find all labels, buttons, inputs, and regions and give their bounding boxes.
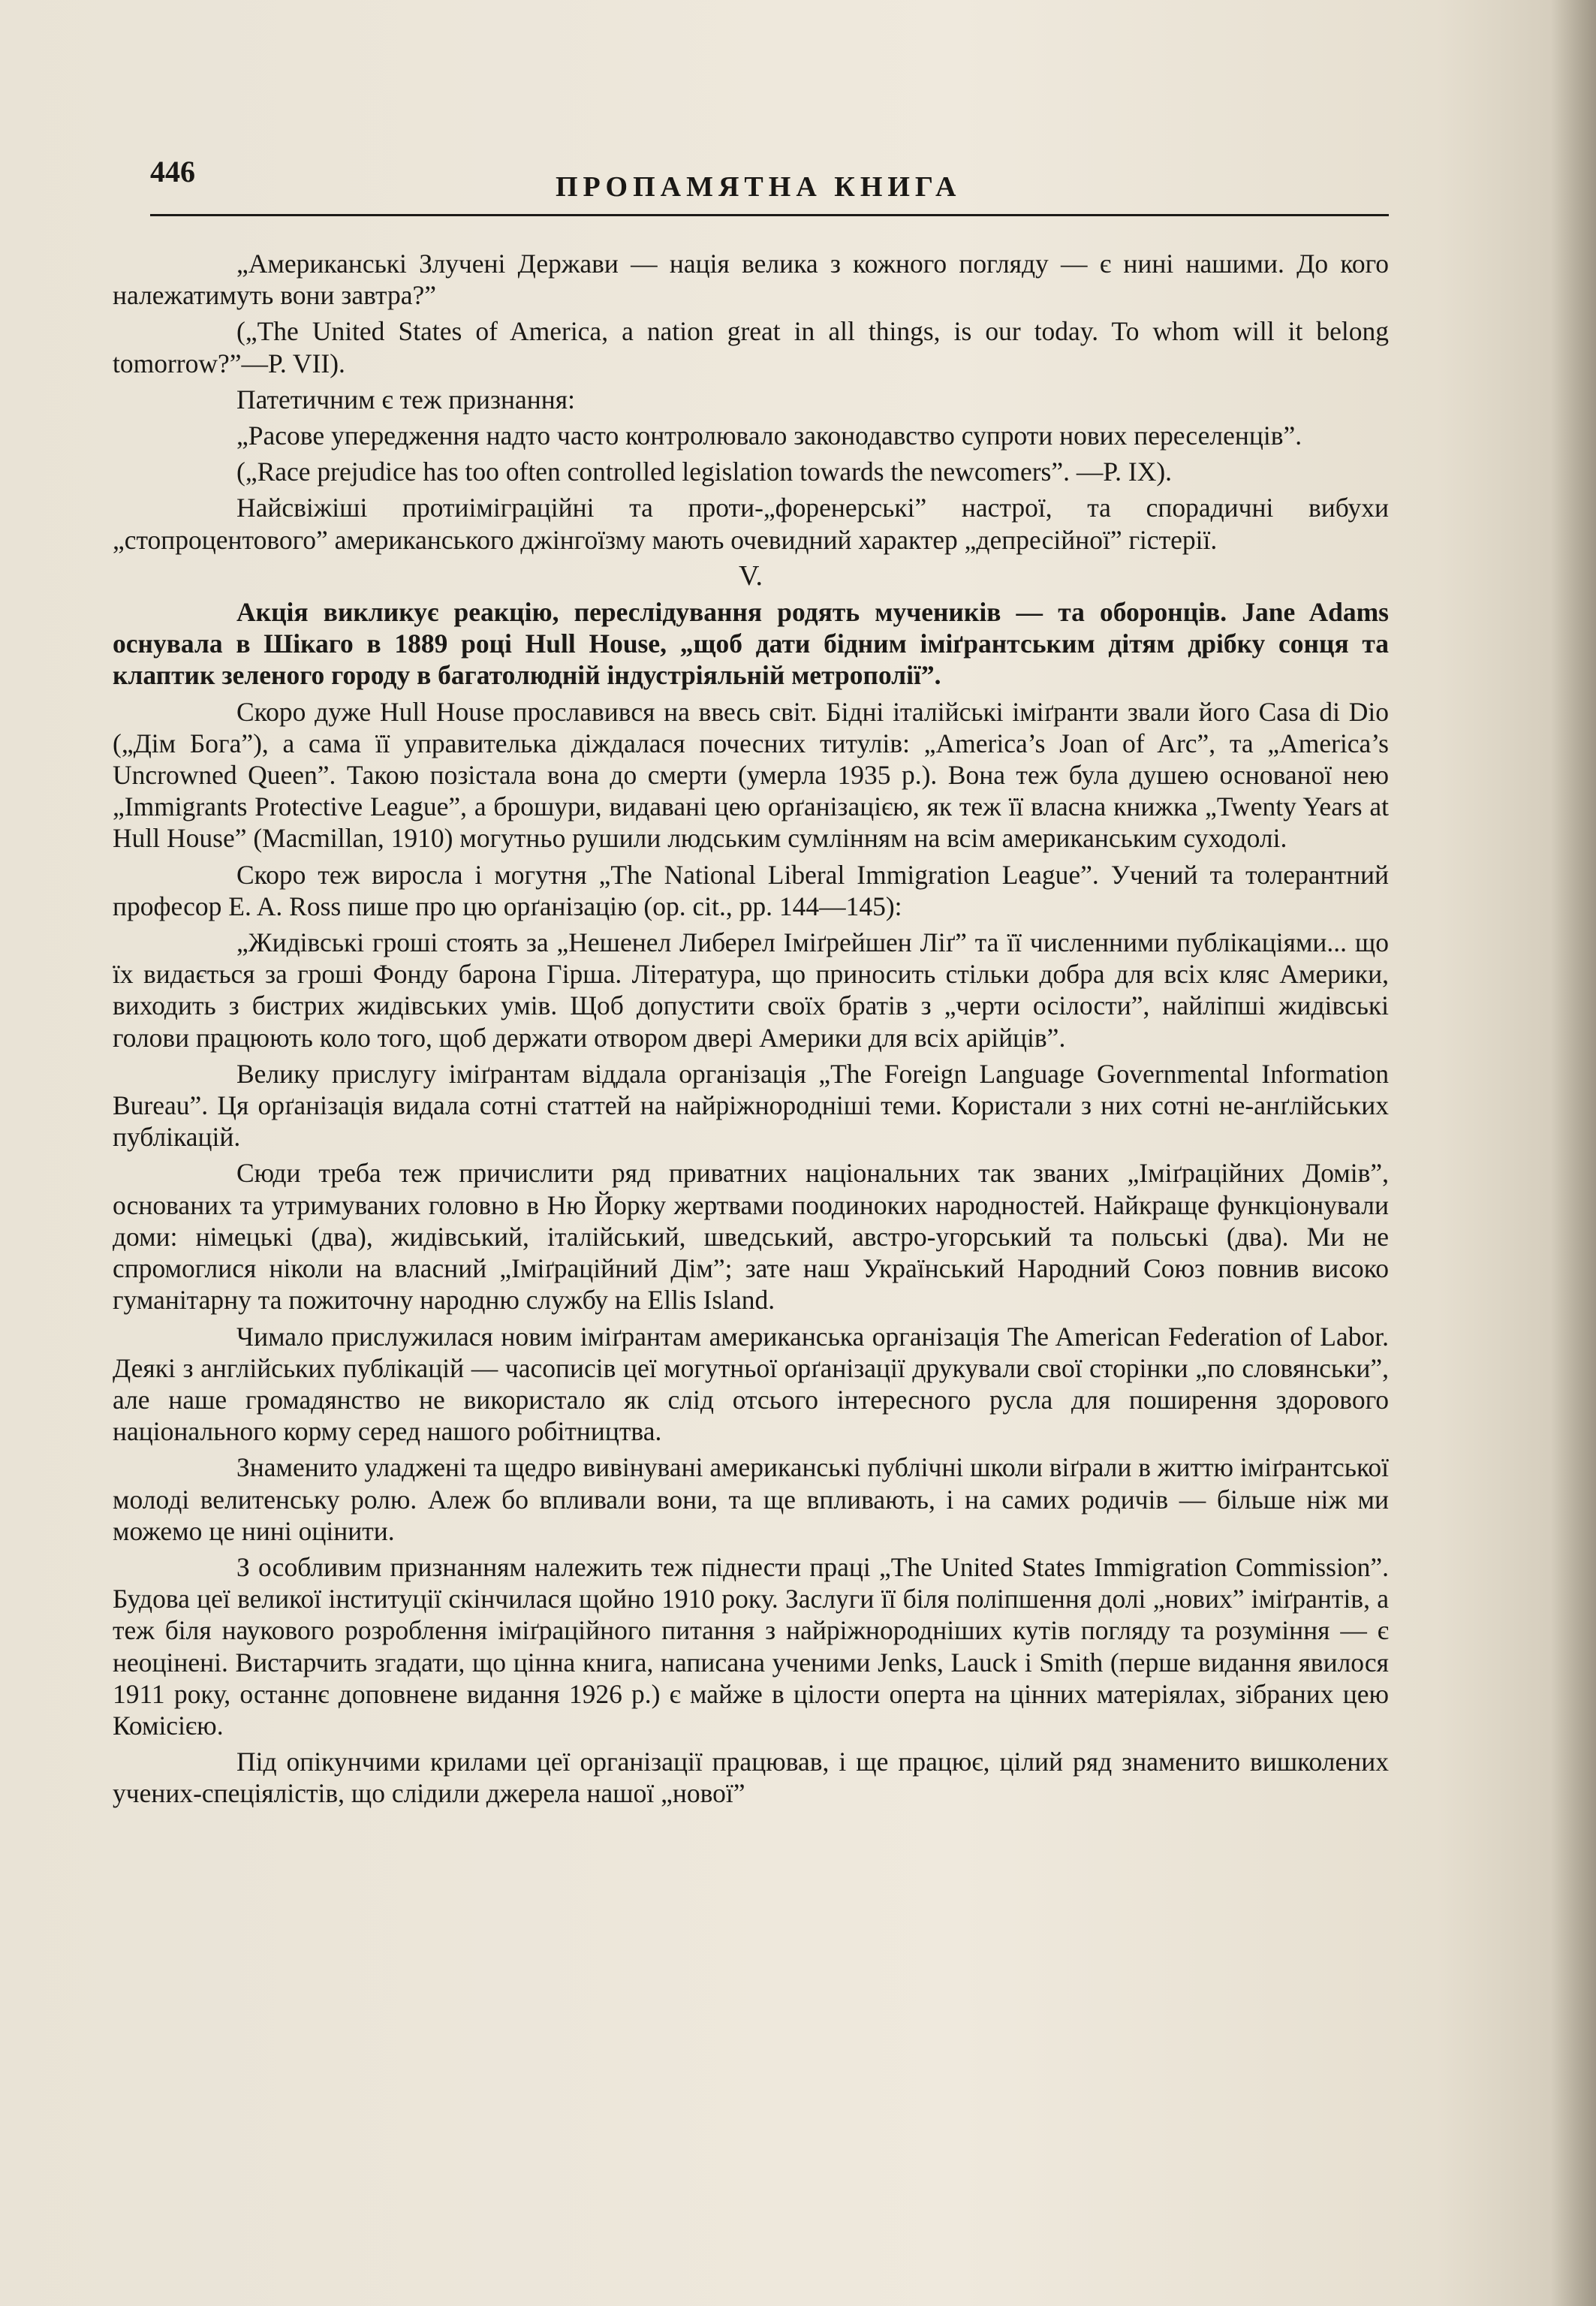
paragraph: Знаменито уладжені та щедро вивінувані американські публічні школи віґрали в життю іміґрантської молоді велитенську ролю. Алеж бо впливали вони, та ще впливають, і на самих родичів — більше ніж ми можемо це нині оцінити.: [113, 1452, 1389, 1546]
paragraph: Скоро теж виросла і могутня „The National Liberal Immigration League”. Учений та толерантний професор E. A. Ross пише про цю орґанізацію (op. cit., pp. 144—145):: [113, 859, 1389, 921]
running-title: ПРОПАМЯТНА КНИГА: [556, 171, 962, 203]
paragraph: Скоро дуже Hull House прославився на ввесь світ. Бідні італійські іміґранти звали його Casa di Dio („Дім Бога”), а сама її управителька діждалася почесних титулів: „America’s Joan of Arc”, та „America’s Uncrowned Queen”. Такою позістала вона до смерти (умерла 1935 р.). Вона теж була душею основаної нею „Immigrants Protective League”, а брошури, видавані цею орґанізацією, як теж її власна книжка „Twenty Years at Hull House” (Macmillan, 1910) могутньо рушили людським сумлінням на всім американським суходолі.: [113, 696, 1389, 854]
page-edge-shadow: [1551, 0, 1596, 2306]
quote-paragraph: „Расове упередження надто часто контролювало законодавство супроти нових переселенців”.: [236, 421, 1302, 451]
page-header: [150, 154, 1389, 216]
paragraph: Сюди треба теж причислити ряд приватних національних так званих „Іміґраційних Домів”, основаних та утримуваних головно в Ню Йорку жертвами поодиноких народностей. Найкраще функціонували доми: німецькі (два), жидівський, італійський, шведський, австро-угорський та польські (два). Ми не спромоглися ніколи на власний „Іміґраційний Дім”; зате наш Український Народний Союз повнив високо гуманітарну та пожиточну народню службу на Ellis Island.: [113, 1158, 1389, 1316]
paragraph: Найсвіжіші протиіміграційні та проти-„форенерські” настрої, та спорадичні вибухи „стопроцентового” американського джінгоїзму мають очевидний характер „депресійної” гістерії.: [113, 493, 1389, 555]
paragraph: Патетичним є теж признання:: [236, 384, 575, 414]
quote-paragraph: „Жидівські гроші стоять за „Нешенел Либерел Іміґрейшен Ліґ” та її численними публікаціями... що їх видається за гроші Фонду барона Гірша. Література, що приносить стільки добра для всіх кляс Америки, виходить з бистрих жидівських умів. Щоб допустити своїх братів з „черти осілости”, найліпші жидівські голови працюють коло того, щоб держати отвором двері Америки для всіх арійців”.: [113, 927, 1389, 1053]
paragraph: Велику прислугу іміґрантам віддала організація „The Foreign Language Governmental Information Bureau”. Ця орґанізація видала сотні статтей на найріжнородніші теми. Користали з них сотні не-анґлійських публікацій.: [113, 1058, 1389, 1153]
paragraph: Акція викликує реакцію, переслідування родять мучеників — та оборонців. Jane Adams оснувала в Шікаго в 1889 році Hull House, „щоб дати бідним іміґрантським дітям дрібку сонця та клаптик зеленого городу в багатолюдній індустріяльній метрополії”.: [113, 597, 1389, 691]
section-heading: V.: [738, 559, 763, 592]
body-text: [113, 248, 1389, 1814]
paragraph: З особливим признанням належить теж піднести праці „The United States Immigration Commission”. Будова цеї великої інституції скінчилася щойно 1910 року. Заслуги її біля поліпшення долі „нових” іміґрантів, а теж біля наукового розроблення іміґраційного питання з найріжнородніших кутів погляду та розуміння — є неоцінені. Вистарчить згадати, що цінна книга, написана ученими Jenks, Lauck і Smith (перше видання явилося 1911 року, останнє доповнене видання 1926 р.) є майже в цілости оперта на цінних матеріялах, зібраних цею Комісією.: [113, 1551, 1389, 1741]
quote-paragraph: („The United States of America, a nation great in all things, is our today. To whom will it belong tomorrow?”—P. VII).: [113, 316, 1389, 378]
page-number: 446: [150, 155, 195, 188]
paragraph: Під опікунчими крилами цеї організації працював, і ще працює, цілий ряд знаменито вишколених учених-спеціялістів, що слідили джерела нашої „нової”: [113, 1747, 1389, 1809]
quote-paragraph: „Американські Злучені Держави — нація велика з кожного погляду — є нині нашими. До кого належатимуть вони завтра?”: [113, 249, 1389, 311]
quote-paragraph: („Race prejudice has too often controlled legislation towards the newcomers”. —P. IX).: [236, 457, 1173, 487]
paragraph: Чимало прислужилася новим іміґрантам американська організація The American Federation of Labor. Деякі з англійських публікацій — часописів цеї могутньої орґанізації друкували свої сторінки „по словянськи”, але наше громадянство не використало як слід отсього інтересного русла для поширення здорового національного корму серед нашого робітництва.: [113, 1321, 1389, 1447]
